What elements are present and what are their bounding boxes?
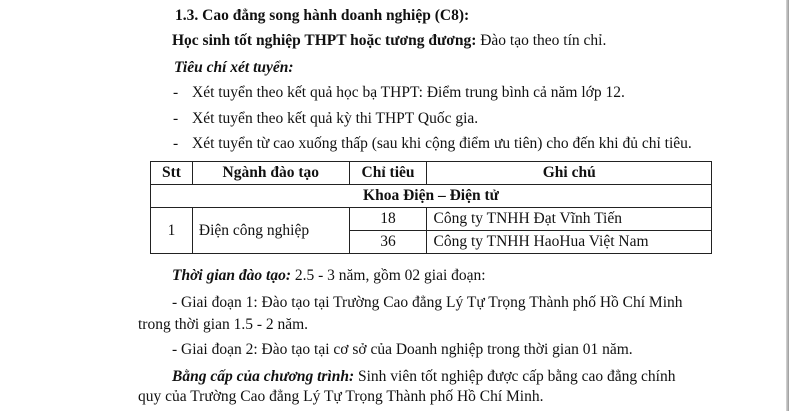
bullet-dash: -: [173, 110, 179, 127]
group-label: Khoa Điện – Điện tử: [151, 185, 712, 208]
target-value: Đào tạo theo tín chỉ.: [476, 32, 607, 49]
target-label: Học sinh tốt nghiệp THPT hoặc tương đương:: [172, 32, 477, 49]
degree-value-line1: Sinh viên tốt nghiệp được cấp bằng cao đẳng chính: [354, 368, 676, 385]
bullet-dash: -: [173, 135, 179, 152]
row-quota: 18: [349, 208, 427, 231]
header-stt: Stt: [151, 162, 193, 185]
duration-value: 2.5 - 3 năm, gồm 02 giai đoạn:: [290, 267, 486, 284]
table-header-row: [151, 162, 712, 185]
row-note: Công ty TNHH Đạt Vĩnh Tiến: [427, 208, 712, 231]
row-major: Điện công nghiệp: [192, 208, 349, 254]
degree-paragraph: [172, 367, 675, 387]
header-notes: Ghi chú: [427, 162, 712, 185]
criteria-item: Xét tuyển theo kết quả học bạ THPT: Điểm trung bình cả năm lớp 12.: [192, 84, 625, 101]
stage1-line1: - Giai đoạn 1: Đào tạo tại Trường Cao đẳng Lý Tự Trọng Thành phố Hồ Chí Minh: [172, 294, 683, 311]
header-quota: Chỉ tiêu: [349, 162, 427, 185]
row-note: Công ty TNHH HaoHua Việt Nam: [427, 231, 712, 254]
duration-label: Thời gian đào tạo:: [172, 267, 291, 284]
target-paragraph: [172, 31, 606, 51]
row-quota: 36: [349, 231, 427, 254]
duration-paragraph: [172, 266, 486, 286]
criteria-label: Tiêu chí xét tuyển:: [174, 59, 294, 76]
table-row: [151, 208, 712, 231]
section-heading: 1.3. Cao đẳng song hành doanh nghiệp (C8):: [175, 7, 470, 24]
criteria-item: Xét tuyển theo kết quả kỳ thi THPT Quốc gia.: [192, 110, 479, 127]
table-group-row: [151, 185, 712, 208]
quota-table: [150, 161, 712, 254]
stage2-line: - Giai đoạn 2: Đào tạo tại cơ sở của Doanh nghiệp trong thời gian 01 năm.: [172, 341, 633, 358]
degree-value-line2: quy của Trường Cao đẳng Lý Tự Trọng Thành phố Hồ Chí Minh.: [138, 388, 544, 405]
stage1-line2: trong thời gian 1.5 - 2 năm.: [138, 316, 309, 333]
bullet-dash: -: [173, 84, 179, 101]
row-stt: 1: [151, 208, 193, 254]
degree-label: Bằng cấp của chương trình:: [172, 368, 355, 385]
criteria-item: Xét tuyển từ cao xuống thấp (sau khi cộng điểm ưu tiên) cho đến khi đủ chỉ tiêu.: [192, 135, 692, 152]
header-major: Ngành đào tạo: [192, 162, 349, 185]
